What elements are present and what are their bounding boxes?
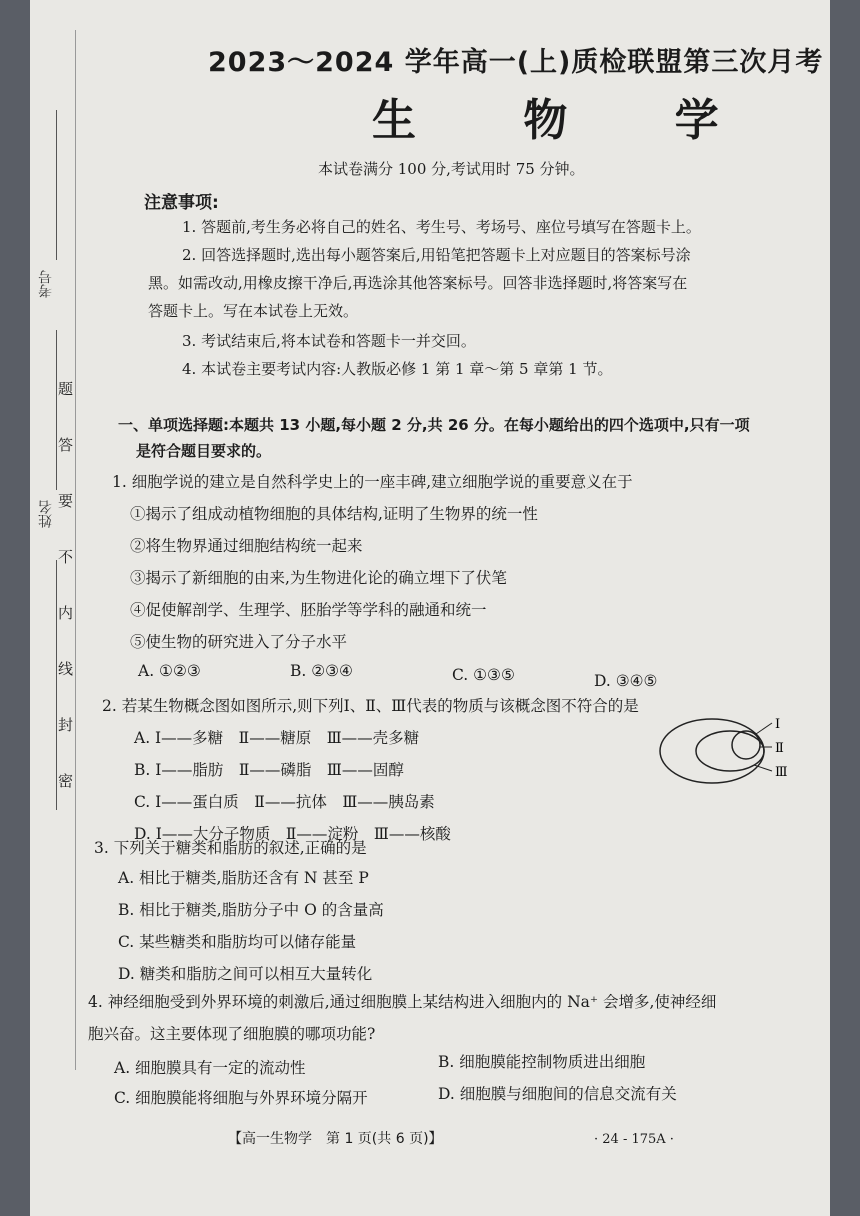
seal-char: 答	[58, 436, 74, 454]
diagram-ellipse-1	[660, 719, 764, 783]
question-1-option-c: C. ①③⑤	[452, 666, 515, 684]
question-2-option-a: A. Ⅰ——多糖 Ⅱ——糖原 Ⅲ——壳多糖	[134, 729, 420, 747]
notice-item: 1. 答题前,考生务必将自己的姓名、考生号、考场号、座位号填写在答题卡上。	[182, 218, 701, 236]
diagram-ellipse-3	[696, 731, 764, 771]
diagram-label-2: Ⅱ	[775, 741, 784, 756]
question-1-statement: ①揭示了组成动植物细胞的具体结构,证明了生物界的统一性	[130, 505, 538, 523]
question-4-option-b: B. 细胞膜能控制物质进出细胞	[438, 1053, 646, 1071]
question-3-option-c: C. 某些糖类和脂肪均可以储存能量	[118, 933, 357, 951]
question-4-option-d: D. 细胞膜与细胞间的信息交流有关	[438, 1085, 677, 1103]
question-3-option-a: A. 相比于糖类,脂肪还含有 N 甚至 P	[118, 869, 369, 887]
question-3-option-b: B. 相比于糖类,脂肪分子中 O 的含量高	[118, 901, 384, 919]
notice-item: 2. 回答选择题时,选出每小题答案后,用铅笔把答题卡上对应题目的答案标号涂	[182, 246, 691, 264]
question-1-stem: 1. 细胞学说的建立是自然科学史上的一座丰碑,建立细胞学说的重要意义在于	[112, 473, 633, 491]
subject-title: 生 物 学	[372, 95, 765, 146]
exam-number-label: 考号	[38, 270, 54, 298]
seal-char: 封	[58, 716, 74, 734]
question-1-option-a: A. ①②③	[138, 662, 201, 680]
question-1-statement: ⑤使生物的研究进入了分子水平	[130, 633, 348, 651]
question-1-option-d: D. ③④⑤	[594, 672, 658, 690]
notice-item: 3. 考试结束后,将本试卷和答题卡一并交回。	[182, 332, 476, 350]
exam-code: · 24 - 175A ·	[594, 1132, 674, 1147]
name-label: 姓名	[38, 500, 54, 528]
concept-diagram	[658, 705, 798, 795]
seal-char: 要	[58, 492, 74, 510]
question-2-option-c: C. Ⅰ——蛋白质 Ⅱ——抗体 Ⅲ——胰岛素	[134, 793, 435, 811]
question-1-statement: ②将生物界通过细胞结构统一起来	[130, 537, 363, 555]
notice-item: 答题卡上。写在本试卷上无效。	[148, 302, 359, 320]
section-heading	[118, 412, 788, 464]
question-2-option-b: B. Ⅰ——脂肪 Ⅱ——磷脂 Ⅲ——固醇	[134, 761, 404, 779]
binding-divider	[75, 30, 76, 1070]
question-4-option-c: C. 细胞膜能将细胞与外界环境分隔开	[114, 1089, 368, 1107]
question-2-option-d: D. Ⅰ——大分子物质 Ⅱ——淀粉 Ⅲ——核酸	[134, 825, 451, 843]
exam-title: 2023～2024 学年高一(上)质检联盟第三次月考	[208, 47, 824, 78]
seal-char: 题	[58, 380, 74, 398]
question-1-statement: ③揭示了新细胞的由来,为生物进化论的确立埋下了伏笔	[130, 569, 507, 587]
diagram-label-3: Ⅲ	[775, 765, 788, 780]
question-1-statement: ④促使解剖学、生理学、胚胎学等学科的融通和统一	[130, 601, 487, 619]
question-3-stem: 3. 下列关于糖类和脂肪的叙述,正确的是	[94, 839, 367, 857]
section-heading-line: 是符合题目要求的。	[136, 442, 272, 460]
exam-content	[88, 0, 824, 1216]
page-footer: 【高一生物学 第 1 页(共 6 页)】	[228, 1131, 443, 1147]
section-heading-line: 一、单项选择题:本题共 13 小题,每小题 2 分,共 26 分。在每小题给出的四个选项中,只有一项	[118, 416, 750, 434]
diagram-label-1: Ⅰ	[775, 717, 781, 732]
notice-heading: 注意事项:	[144, 193, 219, 213]
full-score-note: 本试卷满分 100 分,考试用时 75 分钟。	[318, 160, 585, 178]
exam-number-line	[56, 110, 57, 260]
seal-char: 密	[58, 772, 74, 790]
diagram-leader-1	[756, 723, 772, 734]
question-1-option-b: B. ②③④	[290, 662, 353, 680]
notice-item: 黑。如需改动,用橡皮擦干净后,再选涂其他答案标号。回答非选择题时,将答案写在	[148, 274, 688, 292]
seal-char: 内	[58, 604, 74, 622]
diagram-ellipse-2	[732, 731, 760, 759]
question-4-stem-line: 4. 神经细胞受到外界环境的刺激后,通过细胞膜上某结构进入细胞内的 Na⁺ 会增多,使神经细	[88, 993, 717, 1011]
lower-line	[56, 560, 57, 810]
question-4-stem-line: 胞兴奋。这主要体现了细胞膜的哪项功能?	[88, 1025, 376, 1043]
seal-char: 不	[58, 548, 74, 566]
notice-item: 4. 本试卷主要考试内容:人教版必修 1 第 1 章～第 5 章第 1 节。	[182, 360, 613, 378]
seal-char: 线	[58, 660, 74, 678]
question-4-option-a: A. 细胞膜具有一定的流动性	[114, 1059, 306, 1077]
question-2-stem: 2. 若某生物概念图如图所示,则下列Ⅰ、Ⅱ、Ⅲ代表的物质与该概念图不符合的是	[102, 697, 639, 715]
name-line	[56, 330, 57, 490]
question-3-option-d: D. 糖类和脂肪之间可以相互大量转化	[118, 965, 373, 983]
